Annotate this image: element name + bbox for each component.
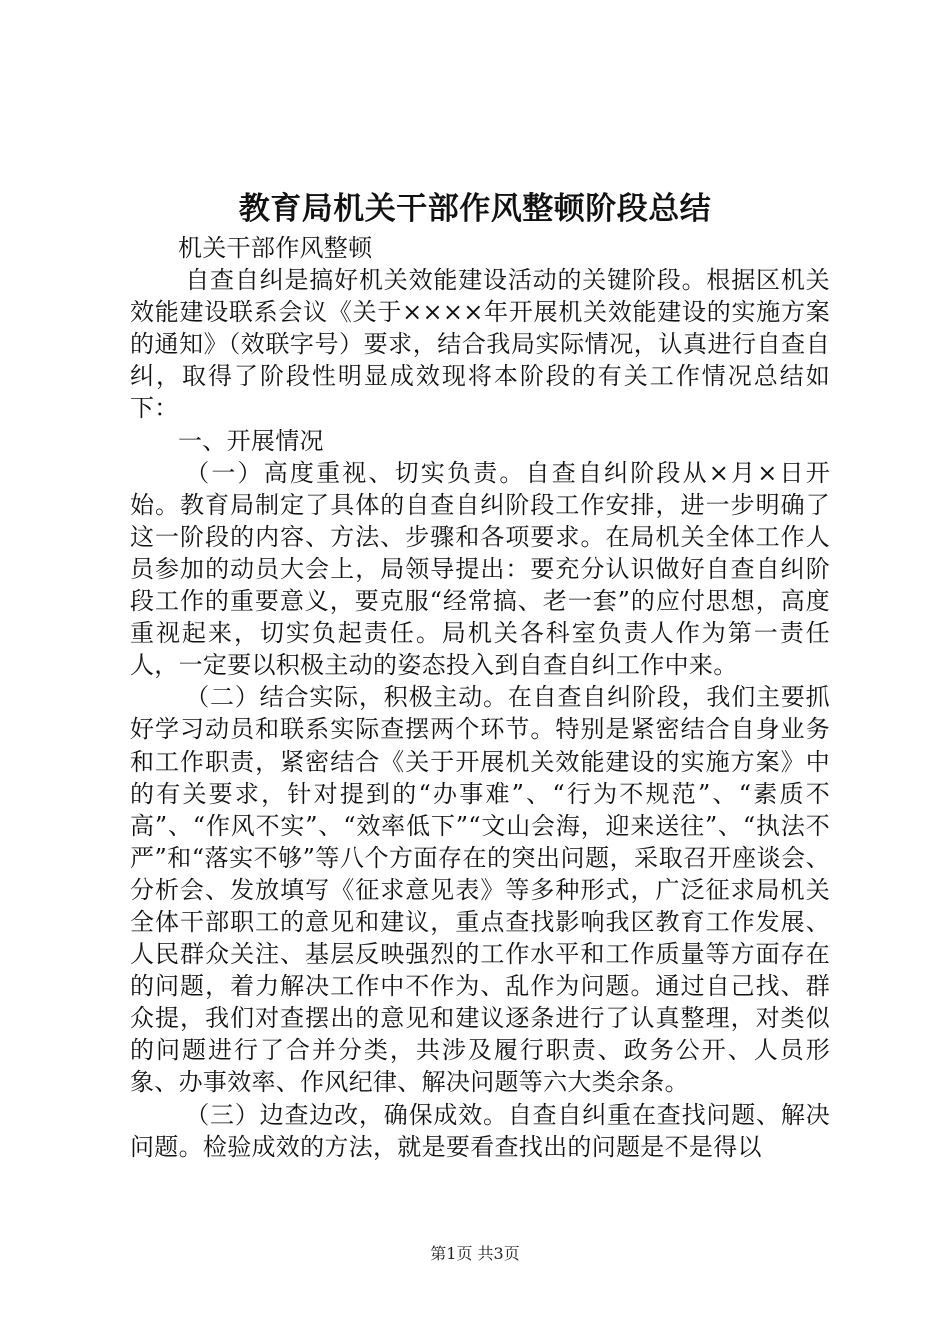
section-2-paragraph: （二）结合实际，积极主动。在自查自纠阶段，我们主要抓好学习动员和联系实际查摆两个环节。特别是紧密结合自身业务和工作职责，紧密结合《关于开展机关效能建设的实施方案》中的有关要求，针对提到的“办事难”、“行为不规范”、“素质不高”、“作风不实”、“效率低下”“文山会海，迎来送往”、“执法不严”和“落实不够”等八个方面存在的突出问题，采取召开座谈会、分析会、发放填写《征求意见表》等多种形式，广泛征求局机关全体干部职工的意见和建议，重点查找影响我区教育工作发展、人民群众关注、基层反映强烈的工作水平和工作质量等方面存在的问题，着力解决工作中不作为、乱作为问题。通过自己找、群众提，我们对查摆出的意见和建议逐条进行了认真整理，对类似的问题进行了合并分类，共涉及履行职责、政务公开、人员形象、办事效率、作风纪律、解决问题等六大类余条。 [130, 683, 830, 1097]
page-footer: 第1页 共3页 [430, 1244, 520, 1263]
section-3-paragraph: （三）边查边改，确保成效。自查自纠重在查找问题、解决问题。检验成效的方法，就是要看查找出的问题是不是得以 [130, 1100, 830, 1161]
document-body [130, 232, 830, 1163]
section-heading: 一、开展情况 [178, 426, 324, 455]
subtitle-paragraph: 机关干部作风整顿 [178, 234, 373, 262]
intro-paragraph: 自查自纠是搞好机关效能建设活动的关键阶段。根据区机关效能建设联系会议《关于××××年开展机关效能建设的实施方案的通知》（效联字号）要求，结合我局实际情况，认真进行自查自纠，取得了阶段性明显成效现将本阶段的有关工作情况总结如下： [130, 266, 830, 423]
section-1-paragraph: （一）高度重视、切实负责。自查自纠阶段从×月×日开始。教育局制定了具体的自查自纠阶段工作安排，进一步明确了这一阶段的内容、方法、步骤和各项要求。在局机关全体工作人员参加的动员大会上，局领导提出：要充分认识做好自查自纠阶段工作的重要意义，要克服“经常搞、老一套”的应付思想，高度重视起来，切实负起责任。局机关各科室负责人作为第一责任人，一定要以积极主动的姿态投入到自查自纠工作中来。 [130, 458, 830, 680]
document-title: 教育局机关干部作风整顿阶段总结 [238, 191, 712, 227]
